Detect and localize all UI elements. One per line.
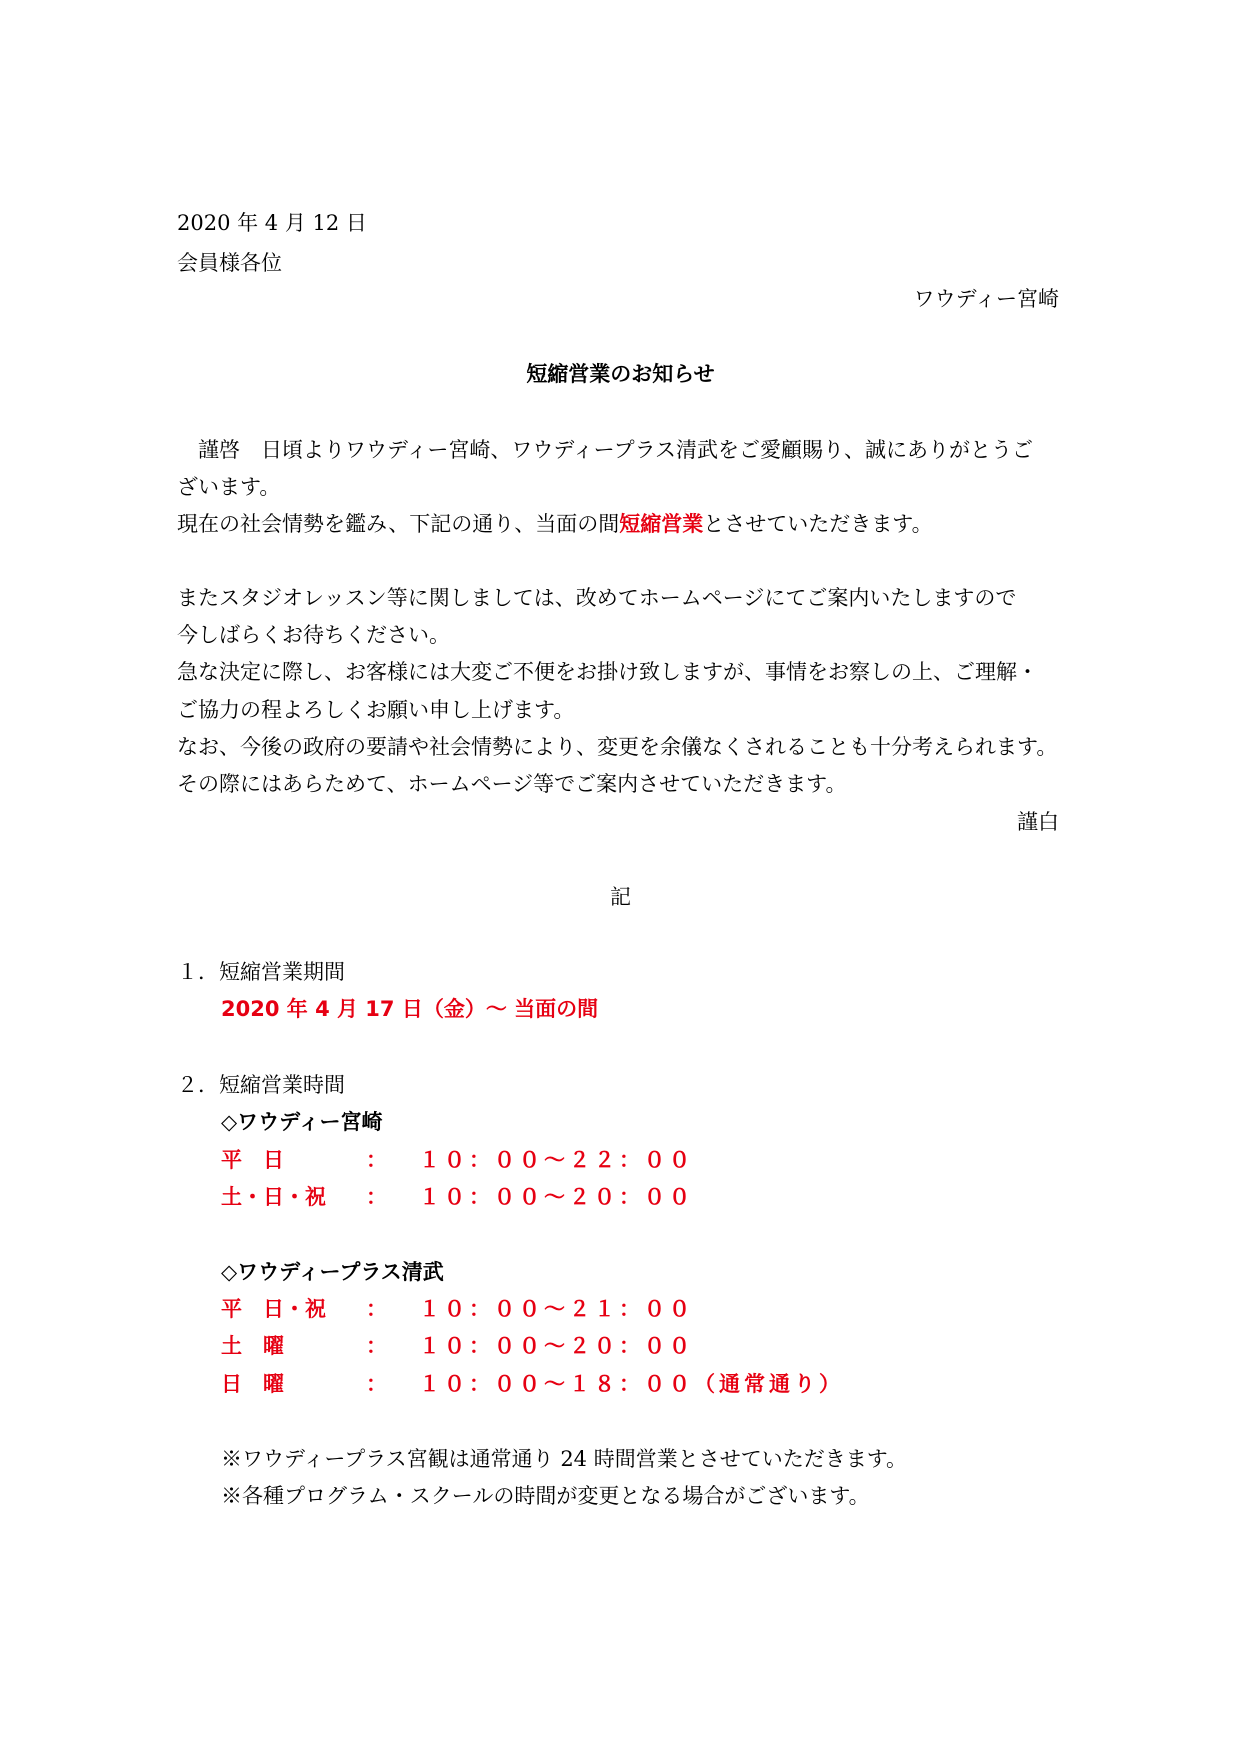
document-date: 2020 年 4 月 12 日 (177, 211, 367, 235)
hours-label: 日 曜 (221, 1372, 284, 1396)
body-line-2: ざいます。 (177, 475, 281, 499)
body-line-3-post: とさせていただきます。 (703, 512, 933, 536)
hours-colon: ： (366, 1334, 387, 1358)
note-1: ※ワウディープラス宮観は通常通り 24 時間営業とさせていただきます。 (221, 1447, 908, 1471)
store-2-name: ◇ワウディープラス清武 (221, 1260, 444, 1284)
store-2-row-saturday (221, 1336, 1021, 1360)
hours-colon: ： (366, 1148, 387, 1172)
store-1-row-weekend (221, 1187, 1021, 1211)
store-1-row-weekday (221, 1150, 1021, 1174)
hours-label: 平 日 (221, 1148, 284, 1172)
store-1-name: ◇ワウディー宮崎 (221, 1110, 383, 1134)
hours-label: 平 日・祝 (221, 1297, 326, 1321)
body-line-6: 急な決定に際し、お客様には大変ご不便をお掛け致しますが、事情をお察しの上、ご理解・ (177, 660, 1038, 684)
hours-time: １０：００～２２：００ (419, 1148, 694, 1172)
body-line-1: 謹啓 日頃よりワウディー宮崎、ワウディープラス清武をご愛顧賜り、誠にありがとうご (177, 438, 1033, 462)
body-line-5: 今しばらくお待ちください。 (177, 623, 450, 647)
note-2: ※各種プログラム・スクールの時間が変更となる場合がございます。 (221, 1484, 870, 1508)
hours-colon: ： (366, 1297, 387, 1321)
hours-label: 土 曜 (221, 1334, 284, 1358)
body-line-3 (177, 514, 933, 535)
hours-time: １０：００～２１：００ (419, 1297, 694, 1321)
store-2-row-weekday (221, 1299, 1021, 1323)
body-line-8: なお、今後の政府の要請や社会情勢により、変更を余儀なくされることも十分考えられます。 (177, 735, 1058, 759)
hours-label: 土・日・祝 (221, 1185, 326, 1209)
sender: ワウディー宮崎 (913, 287, 1059, 311)
hours-time: １０：００～２０：００ (419, 1334, 694, 1358)
recipient: 会員様各位 (177, 251, 282, 275)
closing-kinpaku: 謹白 (1017, 810, 1059, 834)
hours-time: １０：００～１８：００（通常通り） (419, 1372, 844, 1396)
body-line-4: またスタジオレッスン等に関しましては、改めてホームページにてご案内いたしますので (177, 586, 1017, 610)
hours-colon: ： (366, 1185, 387, 1209)
body-line-9: その際にはあらためて、ホームページ等でご案内させていただきます。 (177, 772, 847, 796)
body-line-7: ご協力の程よろしくお願い申し上げます。 (177, 698, 575, 722)
section-1-heading: １．短縮営業期間 (177, 960, 345, 984)
hours-colon: ： (366, 1372, 387, 1396)
ki-marker: 記 (610, 885, 631, 909)
short-hours-highlight: 短縮営業 (619, 512, 704, 536)
store-2-row-sunday (221, 1374, 1021, 1398)
short-hours-period: 2020 年 4 月 17 日（金）～ 当面の間 (221, 997, 599, 1021)
hours-time: １０：００～２０：００ (419, 1185, 694, 1209)
section-2-heading: ２．短縮営業時間 (177, 1073, 345, 1097)
document-title: 短縮営業のお知らせ (526, 362, 715, 386)
body-line-3-pre: 現在の社会情勢を鑑み、下記の通り、当面の間 (177, 512, 620, 536)
